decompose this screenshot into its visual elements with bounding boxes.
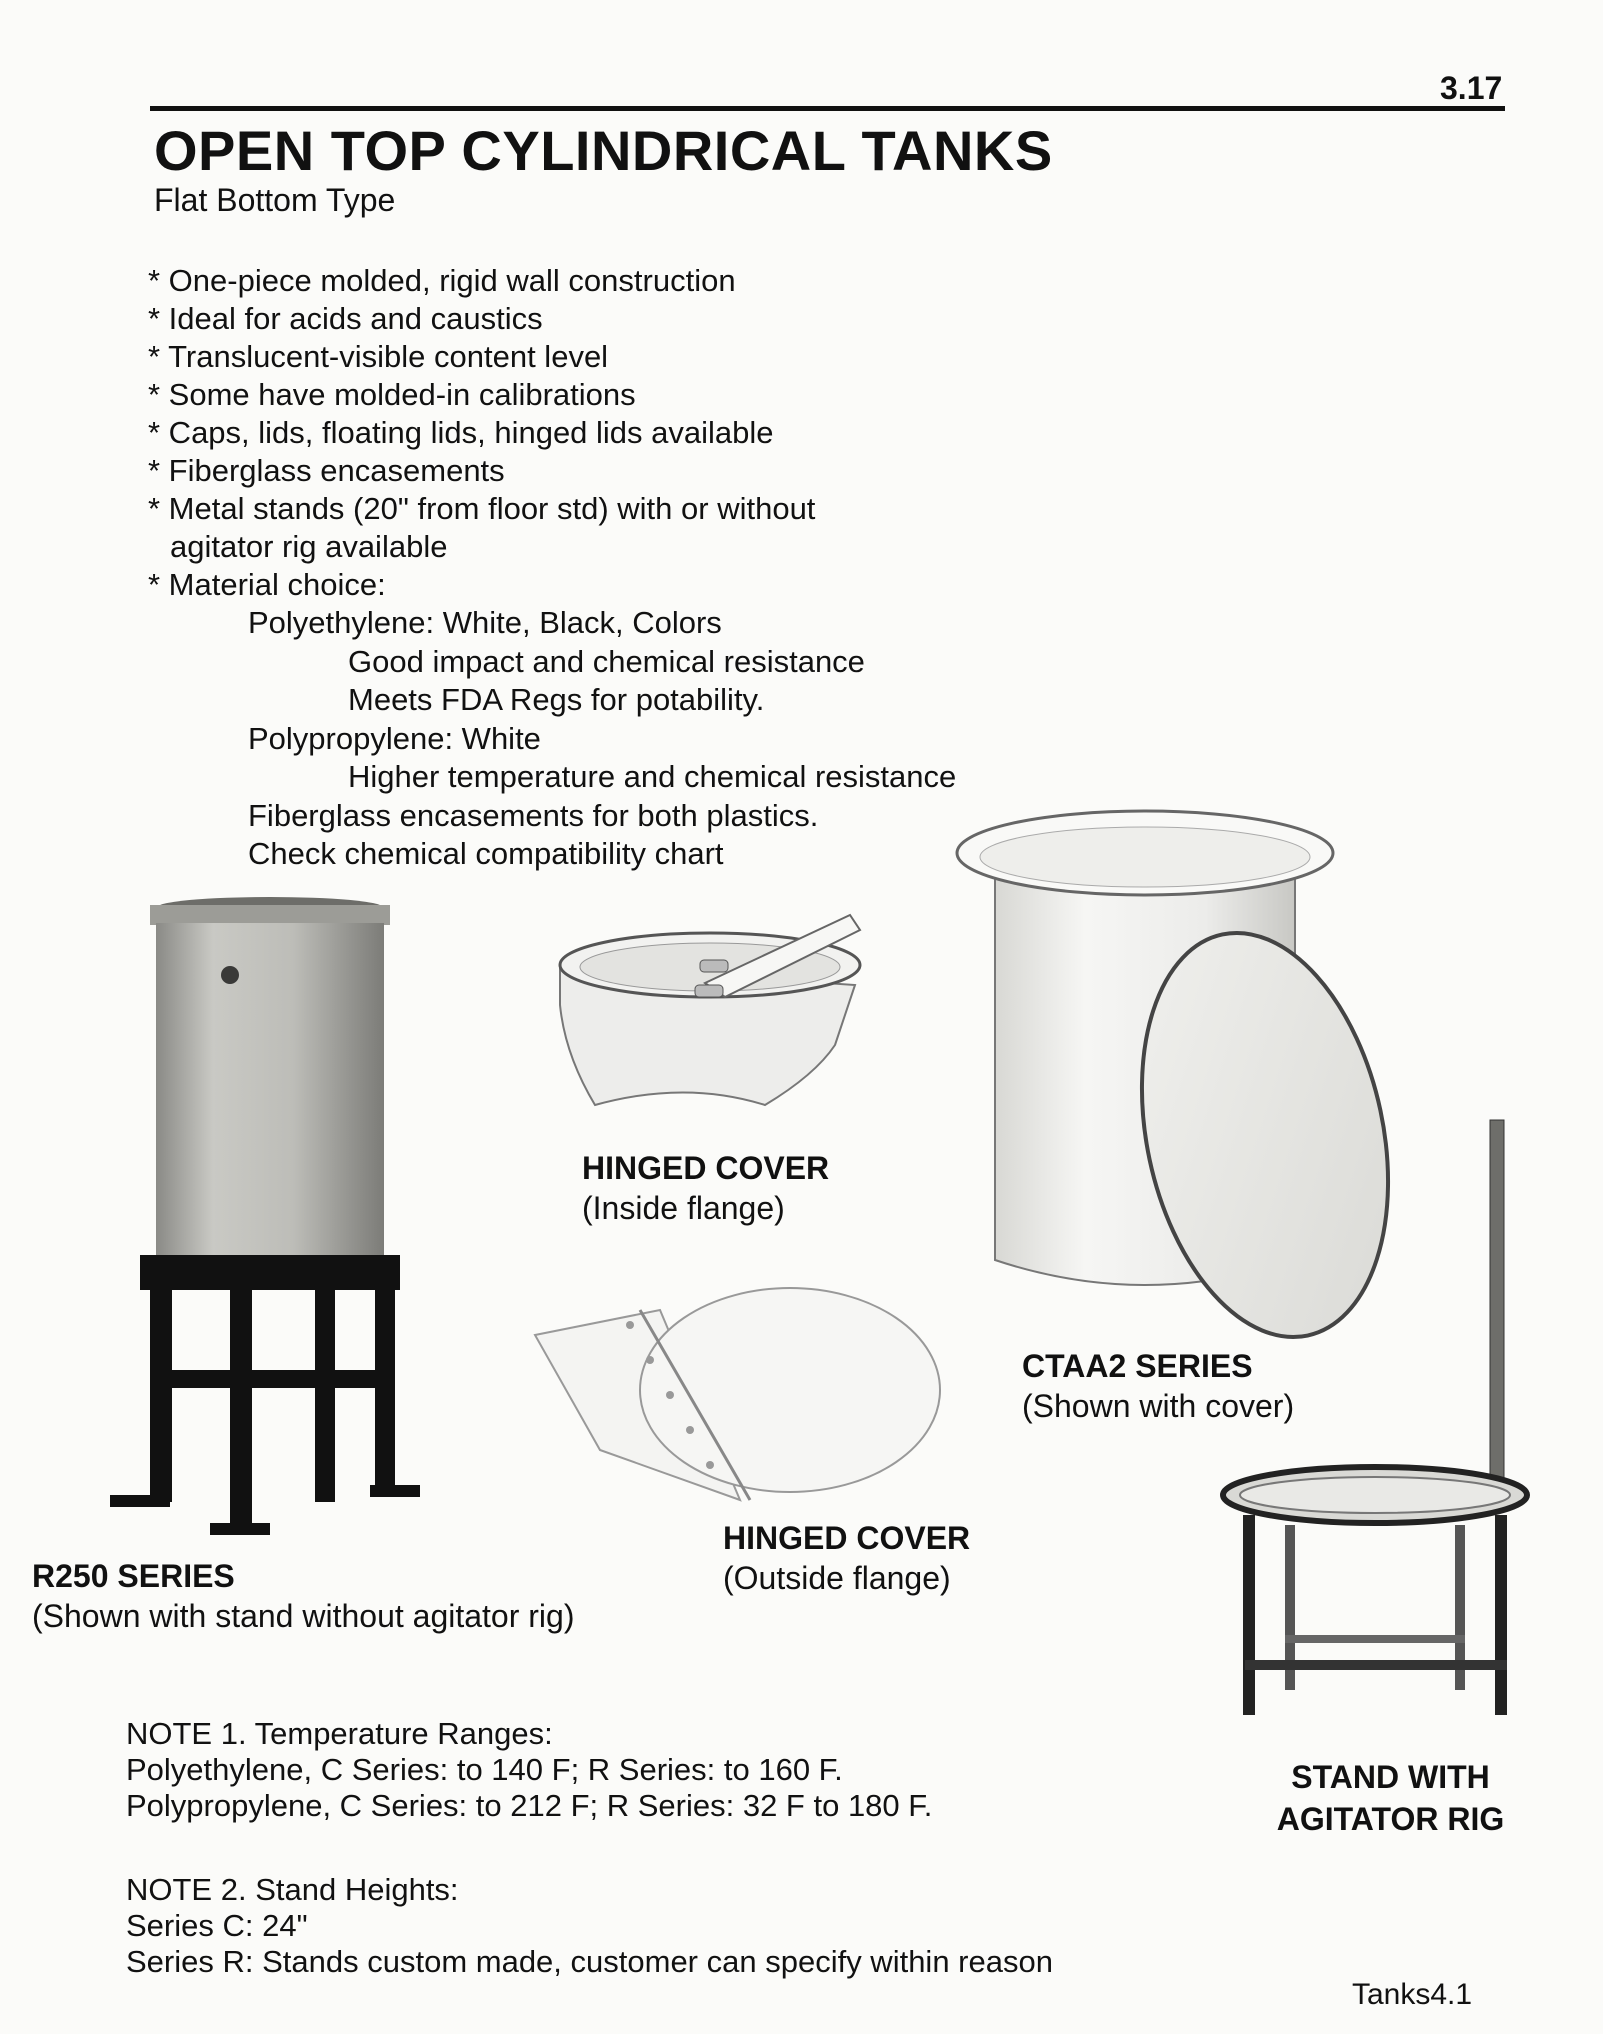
header-rule bbox=[150, 106, 1505, 111]
caption-title: CTAA2 SERIES bbox=[1022, 1348, 1253, 1384]
material-choices bbox=[148, 604, 956, 874]
feature-item: * Ideal for acids and caustics bbox=[148, 301, 543, 336]
caption-title: HINGED COVER bbox=[582, 1150, 830, 1186]
document-id: Tanks4.1 bbox=[1352, 1978, 1473, 2011]
r250-tank-image bbox=[100, 895, 430, 1555]
feature-item: * Caps, lids, floating lids, hinged lids available bbox=[148, 415, 774, 450]
material-note: Meets FDA Regs for potability. bbox=[348, 682, 765, 717]
caption-r250-series bbox=[32, 1556, 574, 1636]
material-note: Good impact and chemical resistance bbox=[348, 643, 865, 679]
caption-subtitle: (Inside flange) bbox=[582, 1190, 785, 1226]
feature-item: * Some have molded-in calibrations bbox=[148, 377, 636, 412]
caption-stand-with-agitator-rig bbox=[1268, 1756, 1513, 1840]
caption-title: HINGED COVER bbox=[723, 1520, 971, 1556]
note-line: Polypropylene, C Series: to 212 F; R Series: 32 F to 180 F. bbox=[126, 1788, 933, 1823]
feature-item: * One-piece molded, rigid wall construction bbox=[148, 263, 736, 298]
caption-line: AGITATOR RIG bbox=[1276, 1801, 1505, 1837]
material-polyethylene: Polyethylene: White, Black, Colors bbox=[248, 605, 722, 640]
material-compatibility: Check chemical compatibility chart bbox=[248, 836, 724, 871]
feature-item: * Material choice: bbox=[148, 567, 386, 602]
material-note: Higher temperature and chemical resistance bbox=[348, 759, 957, 794]
caption-subtitle: (Outside flange) bbox=[723, 1560, 951, 1596]
page-subtitle: Flat Bottom Type bbox=[154, 182, 396, 218]
note-line: Polyethylene, C Series: to 140 F; R Series: to 160 F. bbox=[126, 1752, 843, 1787]
feature-item: * Metal stands (20" from floor std) with or without bbox=[148, 491, 816, 526]
feature-item-continuation: agitator rig available bbox=[170, 529, 448, 564]
note-2 bbox=[126, 1872, 1053, 1980]
caption-title: R250 SERIES bbox=[32, 1558, 235, 1594]
note-title: NOTE 1. Temperature Ranges: bbox=[126, 1716, 553, 1751]
caption-subtitle: (Shown with cover) bbox=[1022, 1388, 1295, 1424]
feature-item: * Fiberglass encasements bbox=[148, 453, 505, 488]
hinged-cover-outside-image bbox=[520, 1290, 940, 1520]
page-title: OPEN TOP CYLINDRICAL TANKS bbox=[154, 119, 1053, 182]
caption-line: STAND WITH bbox=[1291, 1759, 1490, 1795]
caption-hinged-cover-outside bbox=[723, 1518, 970, 1598]
note-1 bbox=[126, 1716, 932, 1824]
caption-hinged-cover-inside bbox=[582, 1148, 829, 1228]
feature-item: * Translucent-visible content level bbox=[148, 339, 609, 374]
material-fiberglass: Fiberglass encasements for both plastics. bbox=[248, 797, 819, 833]
material-polypropylene: Polypropylene: White bbox=[248, 720, 541, 756]
hinged-cover-inside-image bbox=[535, 905, 885, 1115]
page-number: 3.17 bbox=[1440, 70, 1503, 106]
caption-subtitle: (Shown with stand without agitator rig) bbox=[32, 1598, 575, 1634]
note-line: Series R: Stands custom made, customer can specify within reason bbox=[126, 1944, 1053, 1979]
caption-ctaa2-series bbox=[1022, 1346, 1294, 1426]
note-title: NOTE 2. Stand Heights: bbox=[126, 1872, 459, 1907]
feature-list bbox=[148, 262, 956, 874]
note-line: Series C: 24" bbox=[126, 1908, 308, 1943]
